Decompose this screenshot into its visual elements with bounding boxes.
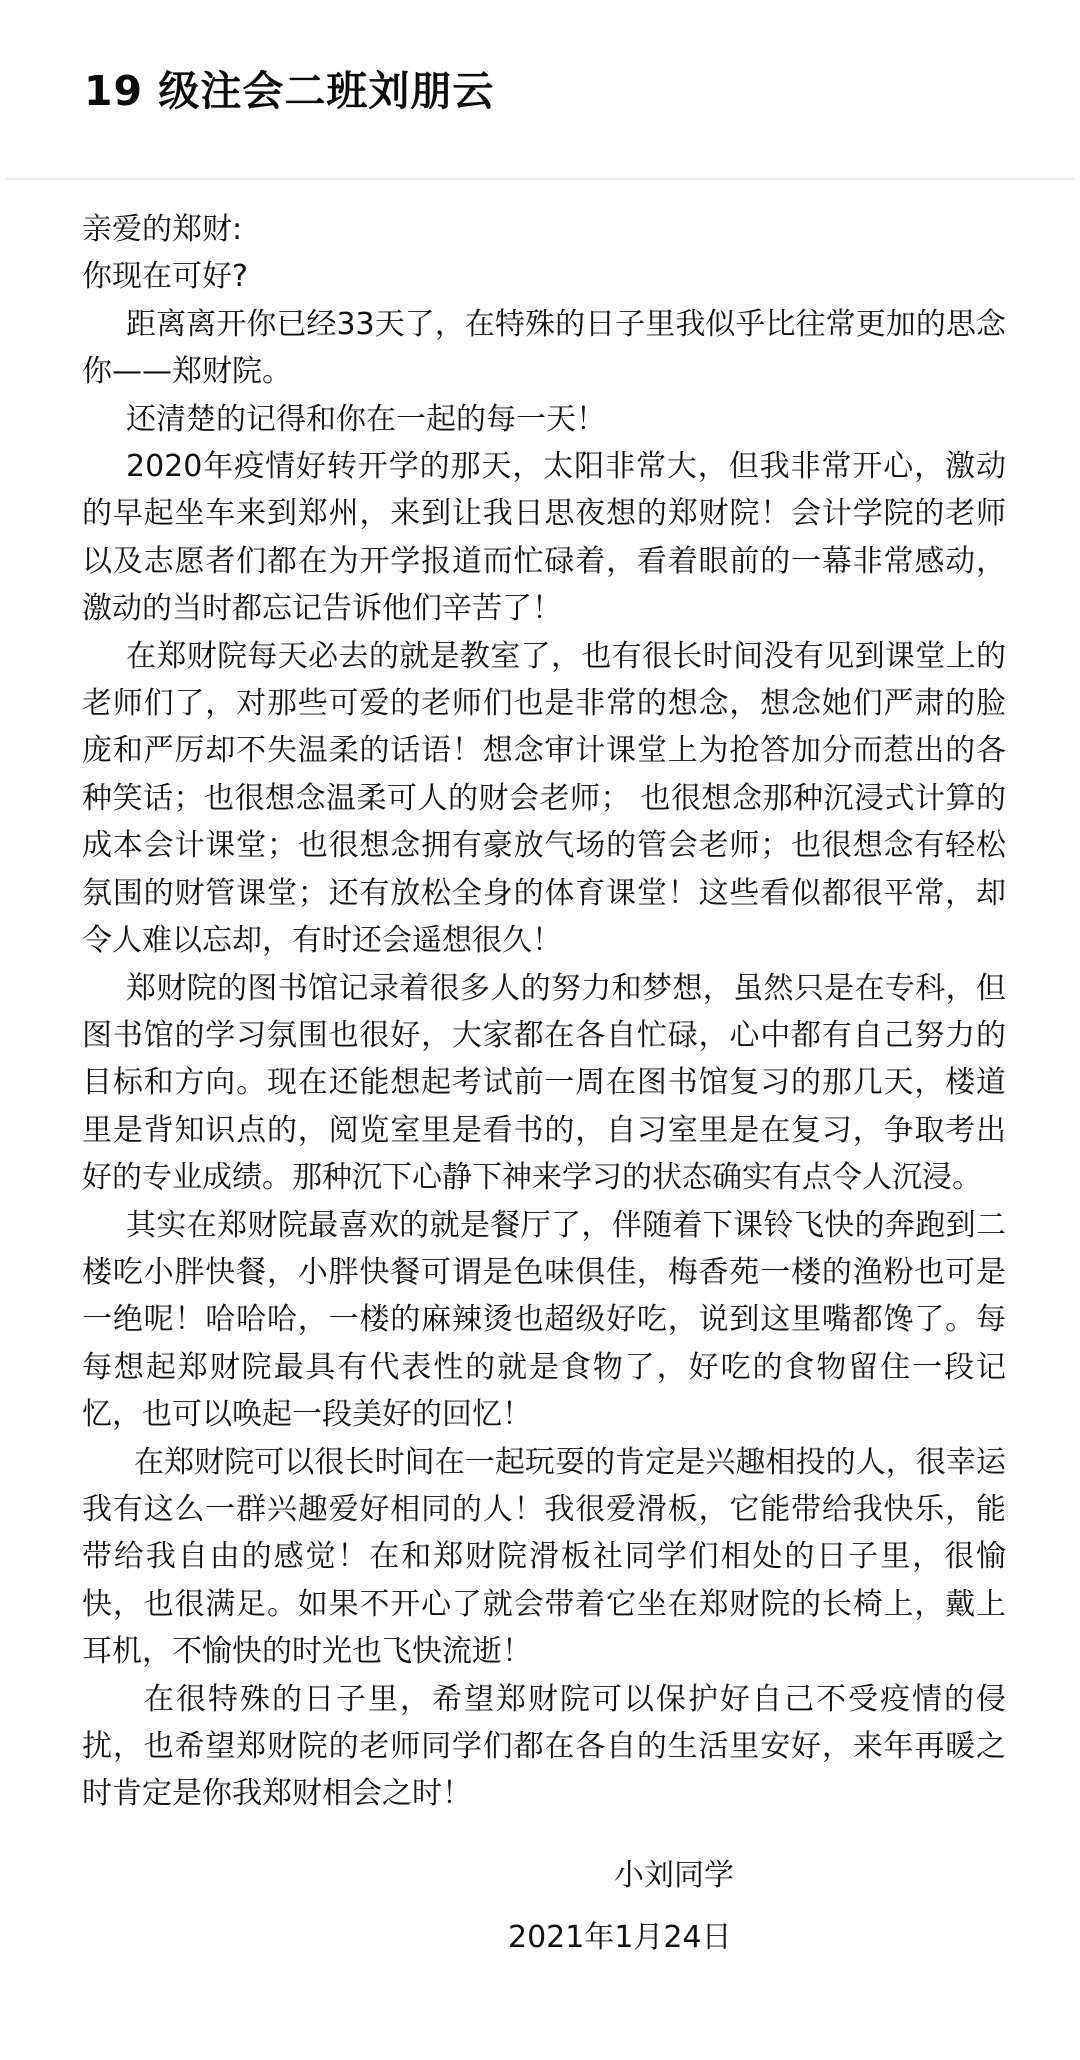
letter-greeting: 你现在可好? bbox=[82, 259, 248, 295]
letter-body bbox=[82, 206, 1006, 1818]
letter-paragraph: 在郑财院可以很长时间在一起玩耍的肯定是兴趣相投的人，很幸运我有这么一群兴趣爱好相同的人！我很爱滑板，它能带给我快乐，能带给我自由的感觉！在和郑财院滑板社同学们相处的日子里，很愉快，也很满足。如果不开心了就会带着它坐在郑财院的长椅上，戴上耳机，不愉快的时光也飞快流逝！ bbox=[82, 1444, 1006, 1670]
letter-paragraph: 距离离开你已经33天了，在特殊的日子里我似乎比往常更加的思念你——郑财院。 bbox=[82, 306, 1006, 390]
header-divider bbox=[6, 178, 1074, 180]
letter-paragraph: 还清楚的记得和你在一起的每一天！ bbox=[126, 401, 606, 437]
letter-date: 2021年1月24日 bbox=[508, 1920, 732, 1955]
letter-signature: 小刘同学 bbox=[614, 1858, 734, 1893]
letter-paragraph: 其实在郑财院最喜欢的就是餐厅了，伴随着下课铃飞快的奔跑到二楼吃小胖快餐，小胖快餐可谓是色味俱佳，梅香苑一楼的渔粉也可是一绝呢！哈哈哈，一楼的麻辣烫也超级好吃，说到这里嘴都馋了。每每想起郑财院最具有代表性的就是食物了，好吃的食物留住一段记忆，也可以唤起一段美好的回忆！ bbox=[82, 1207, 1006, 1433]
page-title: 19 级注会二班刘朋云 bbox=[84, 67, 495, 115]
letter-paragraph: 郑财院的图书馆记录着很多人的努力和梦想，虽然只是在专科，但图书馆的学习氛围也很好，大家都在各自忙碌，心中都有自己努力的目标和方向。现在还能想起考试前一周在图书馆复习的那几天，楼道里是背知识点的，阅览室里是看书的，自习室里是在复习，争取考出好的专业成绩。那种沉下心静下神来学习的状态确实有点令人沉浸。 bbox=[82, 970, 1006, 1196]
letter-salutation: 亲爱的郑财: bbox=[82, 212, 243, 247]
page-header bbox=[0, 0, 1080, 180]
letter-paragraph: 2020年疫情好转开学的那天，太阳非常大，但我非常开心，激动的早起坐车来到郑州，来到让我日思夜想的郑财院！会计学院的老师以及志愿者们都在为开学报道而忙碌着，看着眼前的一幕非常感动，激动的当时都忘记告诉他们辛苦了！ bbox=[82, 449, 1006, 627]
letter-paragraph: 在很特殊的日子里，希望郑财院可以保护好自己不受疫情的侵扰，也希望郑财院的老师同学们都在各自的生活里安好，来年再暖之时肯定是你我郑财相会之时！ bbox=[82, 1681, 1006, 1812]
letter-paragraph: 在郑财院每天必去的就是教室了，也有很长时间没有见到课堂上的老师们了，对那些可爱的老师们也是非常的想念，想念她们严肃的脸庞和严厉却不失温柔的话语！想念审计课堂上为抢答加分而惹出的各种笑话；也很想念温柔可人的财会老师； 也很想念那种沉浸式计算的成本会计课堂；也很想念拥有豪放气场的管会老师；也很想念有轻松氛围的财管课堂；还有放松全身的体育课堂！这些看似都很平常，却令人难以忘却，有时还会遥想很久！ bbox=[82, 638, 1006, 959]
